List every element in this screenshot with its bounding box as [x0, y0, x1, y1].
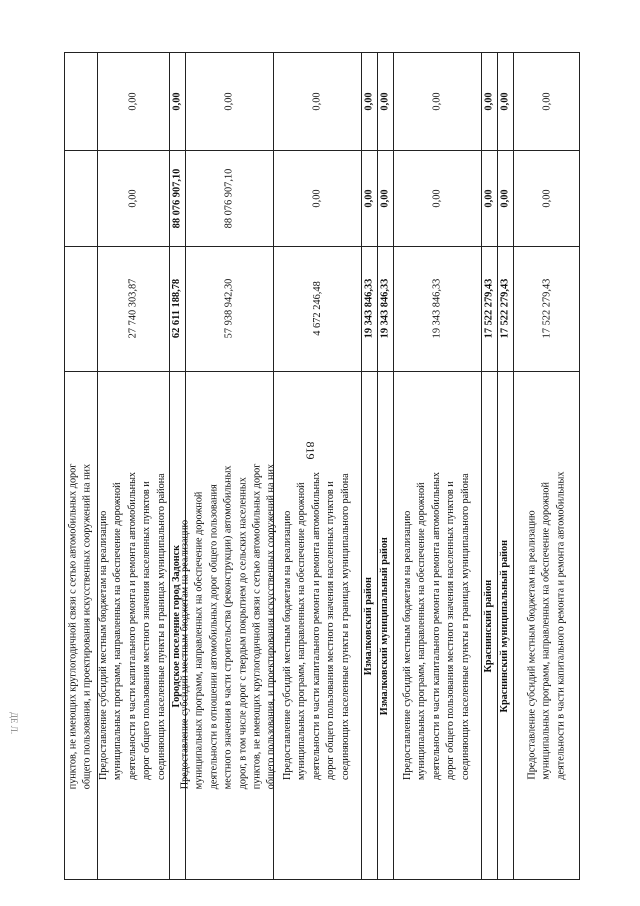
value-cell-col3: [377, 53, 393, 150]
description-line: деятельности в части капитального ремонта и ремонта автомобильных: [126, 471, 138, 781]
description-line: муниципальных программ, направленных на обеспечение дорожной: [193, 491, 205, 789]
description-line: дорог общего пользования местного значения населенных пунктов и: [445, 481, 457, 781]
description-line: муниципальных программ, направленных на обеспечение дорожной: [112, 482, 124, 781]
amount-value: 0,00: [311, 92, 323, 111]
value-cell-col2: [481, 150, 497, 246]
amount-value: 0,00: [171, 92, 183, 111]
description-line: Предоставление субсидий местным бюджетам на реализацию: [97, 510, 109, 781]
value-cell-col1: [169, 246, 185, 371]
description-line: Краснинский муниципальный район: [498, 539, 510, 713]
amount-value: 0,00: [127, 188, 139, 208]
description-line: Краснинский район: [482, 579, 494, 673]
description-line: общего пользования, и проектирования искусственных сооружений на них: [82, 463, 94, 789]
row-description: [65, 372, 97, 880]
value-cell-col1: [273, 246, 361, 371]
value-cell-col2: [361, 150, 377, 246]
description-line: пунктов, не имеющих круглогодичной связи с сетью автомобильных дорог: [67, 463, 79, 789]
value-cell-col2: [273, 150, 361, 246]
description-line: Предоставление субсидий местным бюджетам на реализацию: [281, 510, 293, 781]
description-line: деятельности в отношении автомобильных дорог общего пользования: [208, 483, 220, 789]
description-line: Предоставление субсидий местным бюджетам на реализацию: [401, 510, 413, 781]
description-line: муниципальных программ, направленных на обеспечение дорожной: [416, 482, 428, 781]
description-line: Предоставление субсидий местным бюджетам на реализацию: [526, 510, 538, 781]
description-line: деятельности в части капитального ремонта и ремонта автомобильных: [430, 471, 442, 781]
value-cell-col2: [65, 150, 97, 246]
row-description: [393, 372, 481, 880]
row-description: [97, 372, 169, 880]
row-description: [179, 372, 278, 880]
row-description: [377, 372, 393, 880]
value-cell-col3: [185, 53, 273, 150]
value-cell-col1: [65, 246, 97, 371]
amount-value: 0,00: [541, 92, 553, 111]
amount-value: 0,00: [483, 188, 495, 208]
row-description: [513, 372, 581, 880]
value-cell-col3: [481, 53, 497, 150]
description-line: дорог общего пользования местного значения населенных пунктов и: [141, 481, 153, 781]
amount-value: 4 672 246,48: [311, 281, 323, 336]
value-cell-col2: [97, 150, 169, 246]
description-line: соединяющих населенные пункты в границах муниципального района: [339, 473, 351, 781]
value-cell-col1: [513, 246, 581, 371]
budget-table: [64, 52, 580, 880]
description-line: муниципальных программ, направленных на обеспечение дорожной: [296, 482, 308, 781]
amount-value: 0,00: [379, 188, 391, 208]
scan-stamp: ДЕ Л.: [9, 711, 19, 735]
description-line: соединяющих населенные пункты в границах муниципального района: [155, 473, 167, 781]
amount-value: 0,00: [379, 92, 391, 111]
amount-value: 27 740 303,87: [127, 278, 139, 339]
value-cell-col1: [393, 246, 481, 371]
description-line: дорог, в том числе дорог с твердым покрытием до сельских населенных: [237, 476, 249, 789]
value-cell-col2: [185, 150, 273, 246]
row-description: [481, 372, 497, 880]
amount-value: 0,00: [363, 188, 375, 208]
value-cell-col1: [497, 246, 513, 371]
description-line: общего пользования, и проектирования искусственных сооружений на них: [266, 463, 278, 789]
value-cell-col1: [97, 246, 169, 371]
value-cell-col1: [185, 246, 273, 371]
value-cell-col3: [169, 53, 185, 150]
amount-value: 62 611 188,78: [171, 278, 183, 339]
amount-value: 0,00: [311, 188, 323, 208]
value-cell-col3: [97, 53, 169, 150]
amount-value: 57 938 942,30: [223, 278, 235, 339]
value-cell-col3: [513, 53, 581, 150]
row-description: [361, 372, 377, 880]
amount-value: 88 076 907,10: [171, 168, 183, 228]
description-line: деятельности в части капитального ремонта и ремонта автомобильных: [310, 471, 322, 781]
value-cell-col1: [481, 246, 497, 371]
amount-value: 0,00: [127, 92, 139, 111]
value-cell-col3: [65, 53, 97, 150]
amount-value: 0,00: [541, 188, 553, 208]
amount-value: 0,00: [431, 92, 443, 111]
value-cell-col3: [361, 53, 377, 150]
value-cell-col3: [273, 53, 361, 150]
description-line: пунктов, не имеющих круглогодичной связи с сетью автомобильных дорог: [251, 463, 263, 789]
page-number: 819: [303, 441, 318, 459]
description-line: соединяющих населенные пункты в границах муниципального района: [459, 473, 471, 781]
value-cell-col2: [497, 150, 513, 246]
amount-value: 17 522 279,43: [499, 278, 511, 339]
amount-value: 19 343 846,33: [379, 278, 391, 339]
amount-value: 0,00: [483, 92, 495, 111]
row-description: [273, 372, 361, 880]
row-description: [497, 372, 513, 880]
amount-value: 19 343 846,33: [431, 278, 443, 339]
amount-value: 0,00: [499, 92, 511, 111]
amount-value: 17 522 279,43: [483, 278, 495, 339]
value-cell-col2: [377, 150, 393, 246]
amount-value: 17 522 279,43: [541, 278, 553, 339]
amount-value: 88 076 907,10: [223, 168, 235, 228]
description-line: Измалковский район: [362, 576, 374, 676]
description-line: Предоставление субсидий местным бюджетам на реализацию: [179, 519, 191, 789]
value-cell-col2: [513, 150, 581, 246]
value-cell-col2: [393, 150, 481, 246]
description-line: Городское поселение город Задонск: [170, 544, 182, 708]
amount-value: 0,00: [499, 188, 511, 208]
value-cell-col1: [377, 246, 393, 371]
amount-value: 0,00: [431, 188, 443, 208]
amount-value: 0,00: [363, 92, 375, 111]
value-cell-col1: [361, 246, 377, 371]
amount-value: 0,00: [223, 92, 235, 111]
description-line: местного значения в части строительства (реконструкции) автомобильных: [222, 465, 234, 789]
amount-value: 19 343 846,33: [363, 278, 375, 339]
value-cell-col3: [497, 53, 513, 150]
description-line: муниципальных программ, направленных на обеспечение дорожной: [540, 482, 552, 781]
description-line: Измалковский муниципальный район: [378, 536, 390, 716]
description-line: деятельности в части капитального ремонта и ремонта автомобильных: [555, 471, 567, 781]
description-line: дорог общего пользования местного значения населенных пунктов и: [325, 481, 337, 781]
value-cell-col3: [393, 53, 481, 150]
value-cell-col2: [169, 150, 185, 246]
